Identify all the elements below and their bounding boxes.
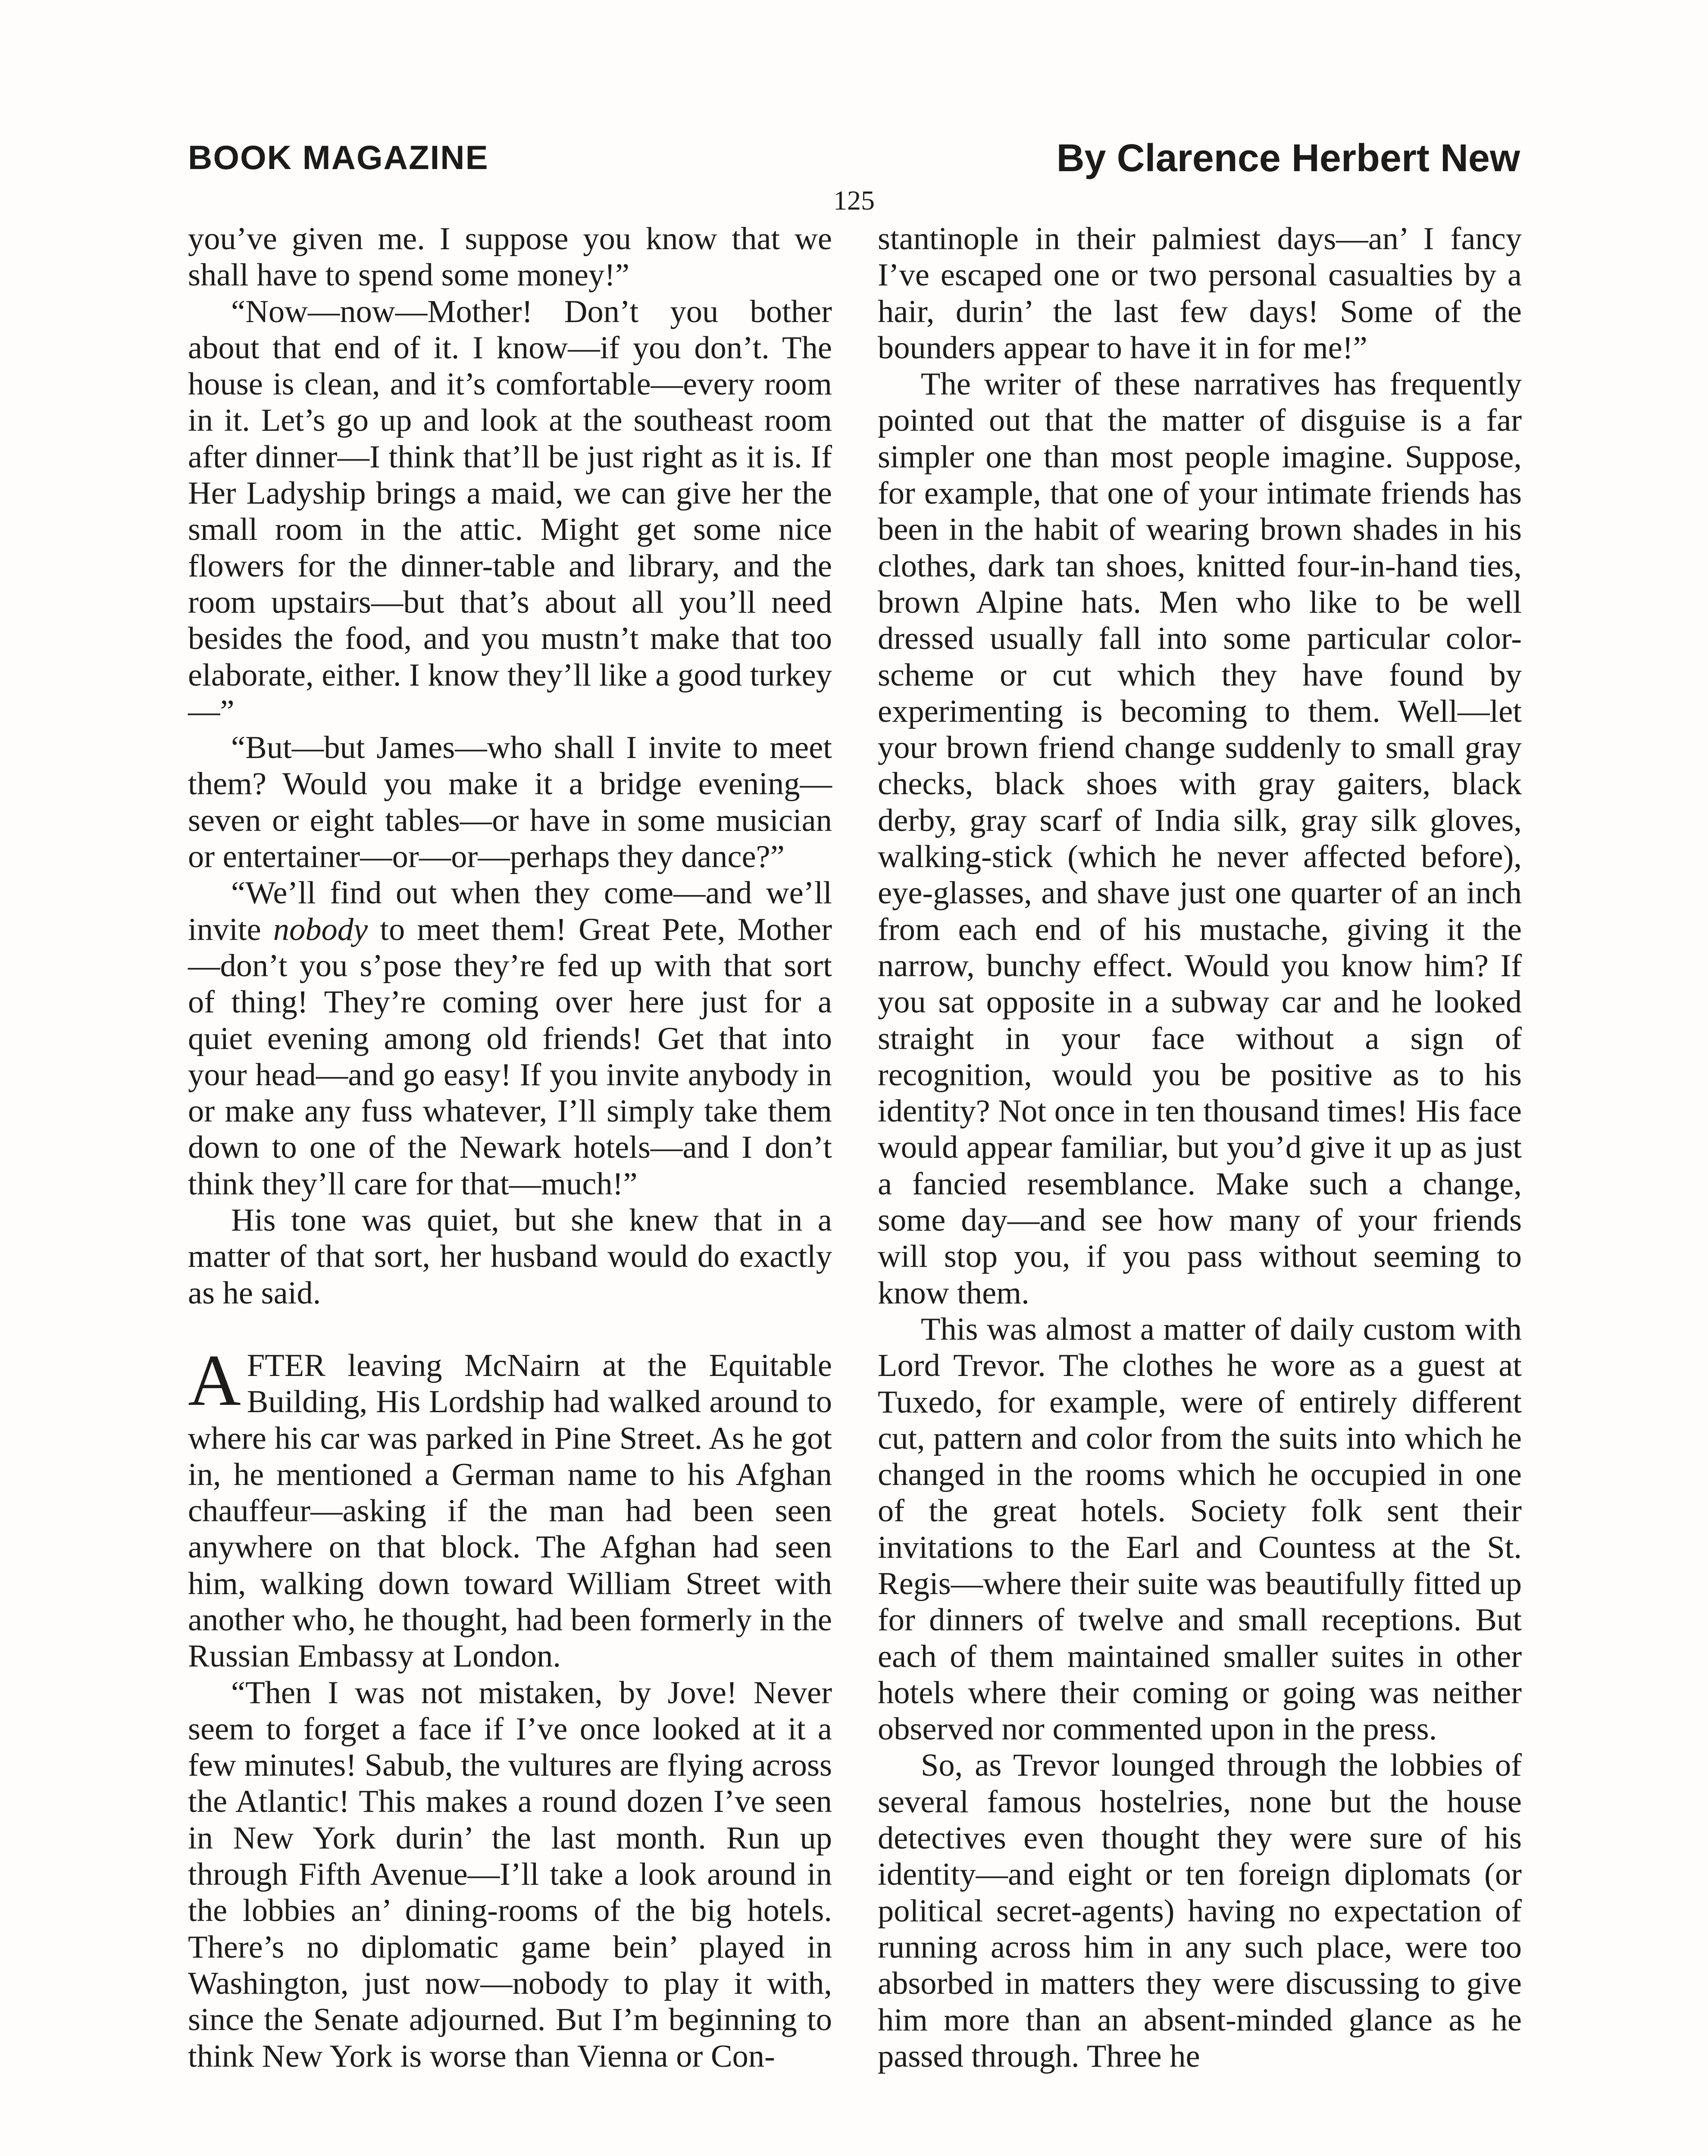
text-run: leaving McNairn at the Equitable Building, His Lordship had walked around to where his car was parked in Pine Street. As he got in, he mentioned a German name to his Afghan chauffeur—asking if the man had been seen anywhere on that block. The Afghan had seen him, walking down toward William Street with another who, he thought, had been formerly in the Russian Embassy at London. [188,1348,832,1674]
author-byline: By Clarence Herbert New [1056,137,1520,180]
text-run: to meet them! Great Pete, Mother—don’t you s’pose they’re fed up with that sort of thing! They’re coming over here just for a quiet evening among old friends! Get that into your head—and go easy! If you invite anybody in or make any fuss whatever, I’ll simply take them down to one of the Newark hotels—and I don’t think they’ll care for that—much!” [188,912,832,1202]
page-number: 125 [833,185,875,216]
paragraph: This was almost a matter of daily custom with Lord Trevor. The clothes he wore as a guest at Tuxedo, for example, were of entirely different cut, pattern and color from the suits into which he changed in the rooms which he occupied in one of the great hotels. Society folk sent their invitations to the Earl and Countess at the St. Regis—where their suite was beautifully fitted up for dinners of twelve and small receptions. But each of them maintained smaller suites in other hotels where their coming or going was neither observed nor commented upon in the press. [878,1311,1522,1747]
paragraph: you’ve given me. I suppose you know that we shall have to spend some money!” [188,221,832,293]
paragraph: So, as Trevor lounged through the lobbies of several famous hostelries, none but the house detectives even thought they were sure of his identity—and eight or ten foreign diplomats (or political secret-agents) having no expectation of running across him in any such place, were too absorbed in matters they were discussing to give him more than an absent-minded glance as he passed through. Three he [878,1748,1522,2074]
opening-word: FTER [247,1348,325,1383]
paragraph [188,875,832,1202]
section-opening-paragraph [188,1339,832,1675]
running-header [188,129,1520,185]
paragraph: stantinople in their palmiest days—an’ I fancy I’ve escaped one or two personal casualties by a hair, durin’ the last few days! Some of the bounders appear to have it in for me!” [878,221,1522,366]
paragraph: “Now—now—Mother! Don’t you bother about that end of it. I know—if you don’t. The house is clean, and it’s comfortable—every room in it. Let’s go up and look at the southeast room after dinner—I think that’ll be just right as it is. If Her Ladyship brings a maid, we can give her the small room in the attic. Might get some nice flowers for the dinner-table and library, and the room upstairs—but that’s about all you’ll need besides the food, and you mustn’t make that too elaborate, either. I know they’ll like a good turkey—” [188,294,832,729]
emphasized-word: nobody [273,912,368,947]
text-run: “We’ll find out when they come—and we’ll invite [188,875,832,947]
drop-cap: A [188,1339,241,1421]
paragraph: The writer of these narratives has frequently pointed out that the matter of disguise is a far simpler one than most people imagine. Suppose, for example, that one of your intimate friends has been in the habit of wearing brown shades in his clothes, dark tan shoes, knitted four-in-hand ties, brown Alpine hats. Men who like to be well dressed usually fall into some particular color-scheme or cut which they have found by experimenting is becoming to them. Well—let your brown friend change suddenly to small gray checks, black shoes with gray gaiters, black derby, gray scarf of India silk, gray silk gloves, walking-stick (which he never affected before), eye-glasses, and shave just one quarter of an inch from each end of his mustache, giving it the narrow, bunchy effect. Would you know him? If you sat opposite in a subway car and he looked straight in your face without a sign of recognition, would you be positive as to his identity? Not once in ten thousand times! His face would appear familiar, but you’d give it up as just a fancied resemblance. Make such a change, some day—and see how many of your friends will stop you, if you pass without seeming to know them. [878,367,1522,1311]
left-column [188,221,832,2075]
paragraph: “But—but James—who shall I invite to meet them? Would you make it a bridge evening—seven or eight tables—or have in some musician or entertainer—or—or—perhaps they dance?” [188,730,832,875]
paragraph: “Then I was not mistaken, by Jove! Never seem to forget a face if I’ve once looked at it a few minutes! Sabub, the vultures are flying across the Atlantic! This makes a round dozen I’ve seen in New York durin’ the last month. Run up through Fifth Avenue—I’ll take a look around in the lobbies an’ dining-rooms of the big hotels. There’s no diplomatic game bein’ played in Washington, just now—nobody to play it with, since the Senate adjourned. But I’m beginning to think New York is worse than Vienna or Con- [188,1675,832,2074]
magazine-title: BOOK MAGAZINE [188,138,489,176]
right-column [878,221,1522,2075]
paragraph: His tone was quiet, but she knew that in a matter of that sort, her husband would do exactly as he said. [188,1203,832,1311]
